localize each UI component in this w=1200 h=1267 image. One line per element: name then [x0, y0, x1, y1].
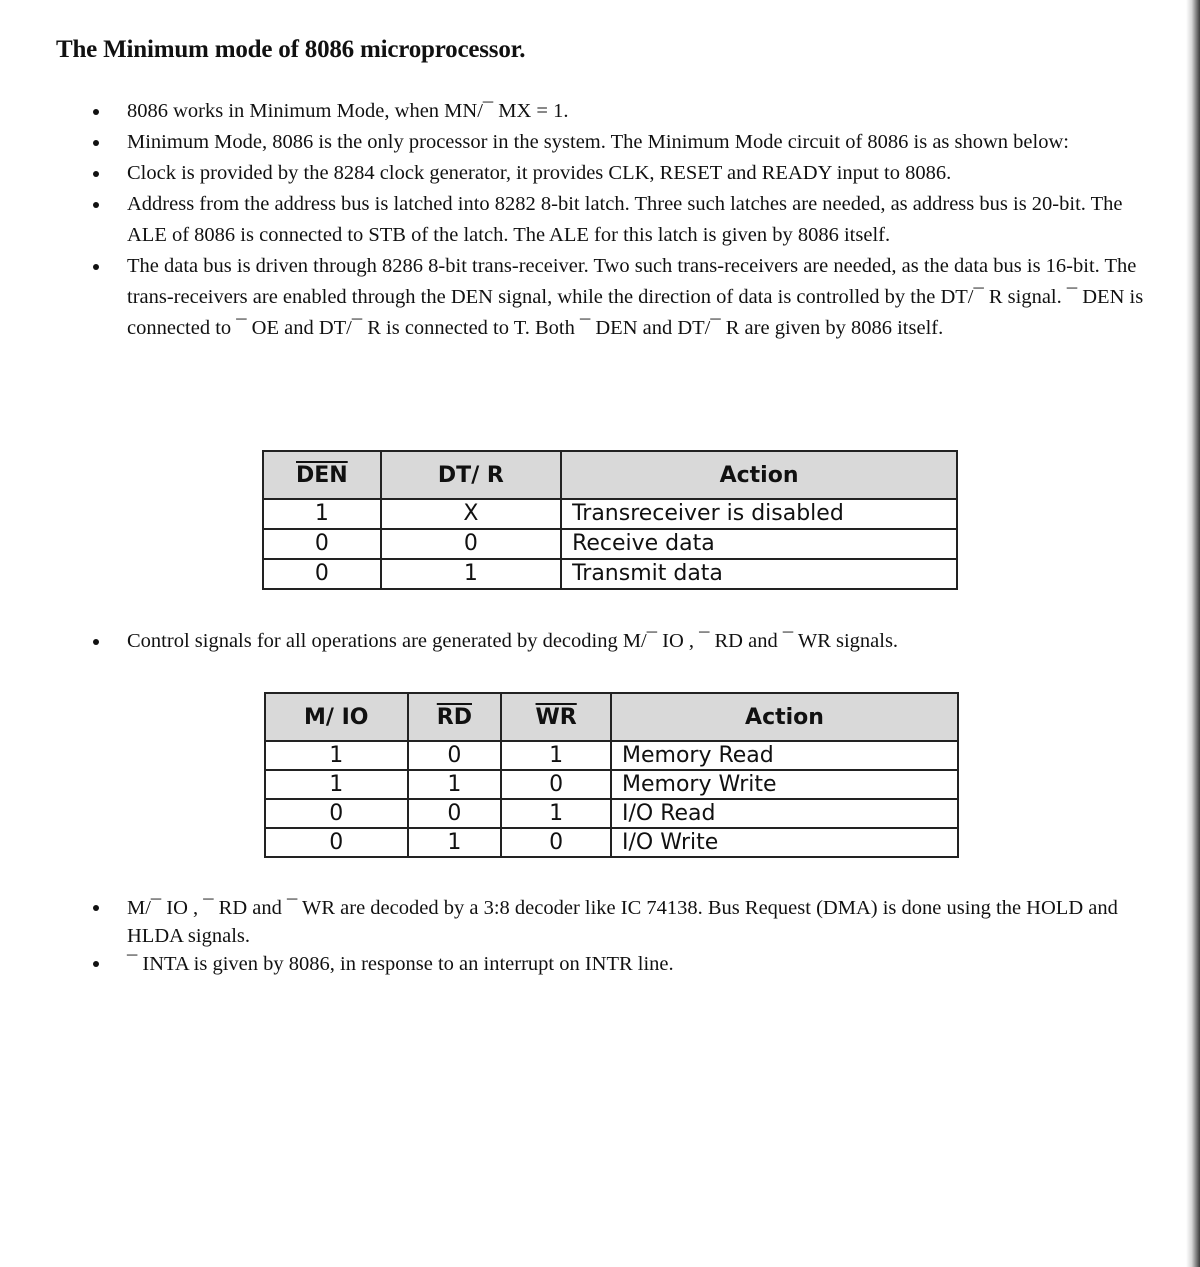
table-row [263, 529, 957, 559]
table-row [265, 741, 958, 770]
table-cell: Transreceiver is disabled [561, 499, 957, 529]
table-header-row [265, 693, 958, 741]
den-dtr-table [262, 450, 958, 590]
table-cell: 1 [408, 770, 502, 799]
table-cell: 0 [265, 828, 408, 857]
table-cell: 0 [265, 799, 408, 828]
header-den: $\overline{DEN}$ [263, 451, 381, 499]
table-cell: 1 [501, 741, 611, 770]
bullet-control-signals: Control signals for all operations are generated by decoding M/¯ IO , ¯ RD and ¯ WR signals. [0, 626, 1186, 657]
table-cell: I/O Write [611, 828, 958, 857]
table-cell: 0 [381, 529, 561, 559]
table-row [265, 799, 958, 828]
table-cell: 0 [263, 529, 381, 559]
table-cell: 0 [501, 828, 611, 857]
table-cell: Memory Write [611, 770, 958, 799]
table-header-row [263, 451, 957, 499]
table-cell: 0 [408, 741, 502, 770]
table-cell: 1 [501, 799, 611, 828]
table-cell: Receive data [561, 529, 957, 559]
table-row [263, 559, 957, 589]
table-cell: 0 [501, 770, 611, 799]
bullet-clock-generator: Clock is provided by the 8284 clock generator, it provides CLK, RESET and READY input to 8086. [0, 158, 1186, 189]
table-cell: I/O Read [611, 799, 958, 828]
table-cell: 1 [265, 770, 408, 799]
bullet-data-transreceiver: The data bus is driven through 8286 8-bit trans-receiver. Two such trans-receivers are needed, as the data bus is 16-bit. The trans-receivers are enabled through the DEN signal, while the direction of data is controlled by the DT/¯ R signal. ¯ DEN is connected to ¯ OE and DT/¯ R is connected to T. Both ¯ DEN and DT/¯ R are given by 8086 itself. [0, 251, 1186, 344]
table-cell: 0 [263, 559, 381, 589]
table-cell: 1 [408, 828, 502, 857]
bullet-minimum-mode-condition: 8086 works in Minimum Mode, when MN/¯ MX = 1. [0, 96, 1186, 127]
table-cell: Transmit data [561, 559, 957, 589]
page-edge-shadow [1186, 0, 1200, 1267]
bullet-only-processor: Minimum Mode, 8086 is the only processor in the system. The Minimum Mode circuit of 8086 is as shown below: [0, 127, 1186, 158]
table-cell: 1 [265, 741, 408, 770]
header-rd: $\overline{RD}$ [408, 693, 502, 741]
table-row [263, 499, 957, 529]
table-row [265, 770, 958, 799]
table-cell: X [381, 499, 561, 529]
intro-bullet-list [0, 96, 1186, 344]
control-signal-table [264, 692, 959, 858]
header-wr: $\overline{WR}$ [501, 693, 611, 741]
bullet-address-latch: Address from the address bus is latched into 8282 8-bit latch. Three such latches are needed, as address bus is 20-bit. The ALE of 8086 is connected to STB of the latch. The ALE for this latch is given by 8086 itself. [0, 189, 1186, 251]
page-title: The Minimum mode of 8086 microprocessor. [56, 36, 526, 63]
closing-bullet-list [0, 894, 1186, 978]
header-action: Action [561, 451, 957, 499]
header-dt-r: DT/ R [381, 451, 561, 499]
table-cell: Memory Read [611, 741, 958, 770]
table-cell: 1 [263, 499, 381, 529]
table-cell: 1 [381, 559, 561, 589]
bullet-inta: ¯ INTA is given by 8086, in response to an interrupt on INTR line. [0, 950, 1186, 978]
bullet-decoder: M/¯ IO , ¯ RD and ¯ WR are decoded by a 3:8 decoder like IC 74138. Bus Request (DMA) is done using the HOLD and HLDA signals. [0, 894, 1186, 950]
control-bullet-list [0, 626, 1186, 657]
table-row [265, 828, 958, 857]
table-cell: 0 [408, 799, 502, 828]
header-m-io: M/ IO [265, 693, 408, 741]
header-action: Action [611, 693, 958, 741]
